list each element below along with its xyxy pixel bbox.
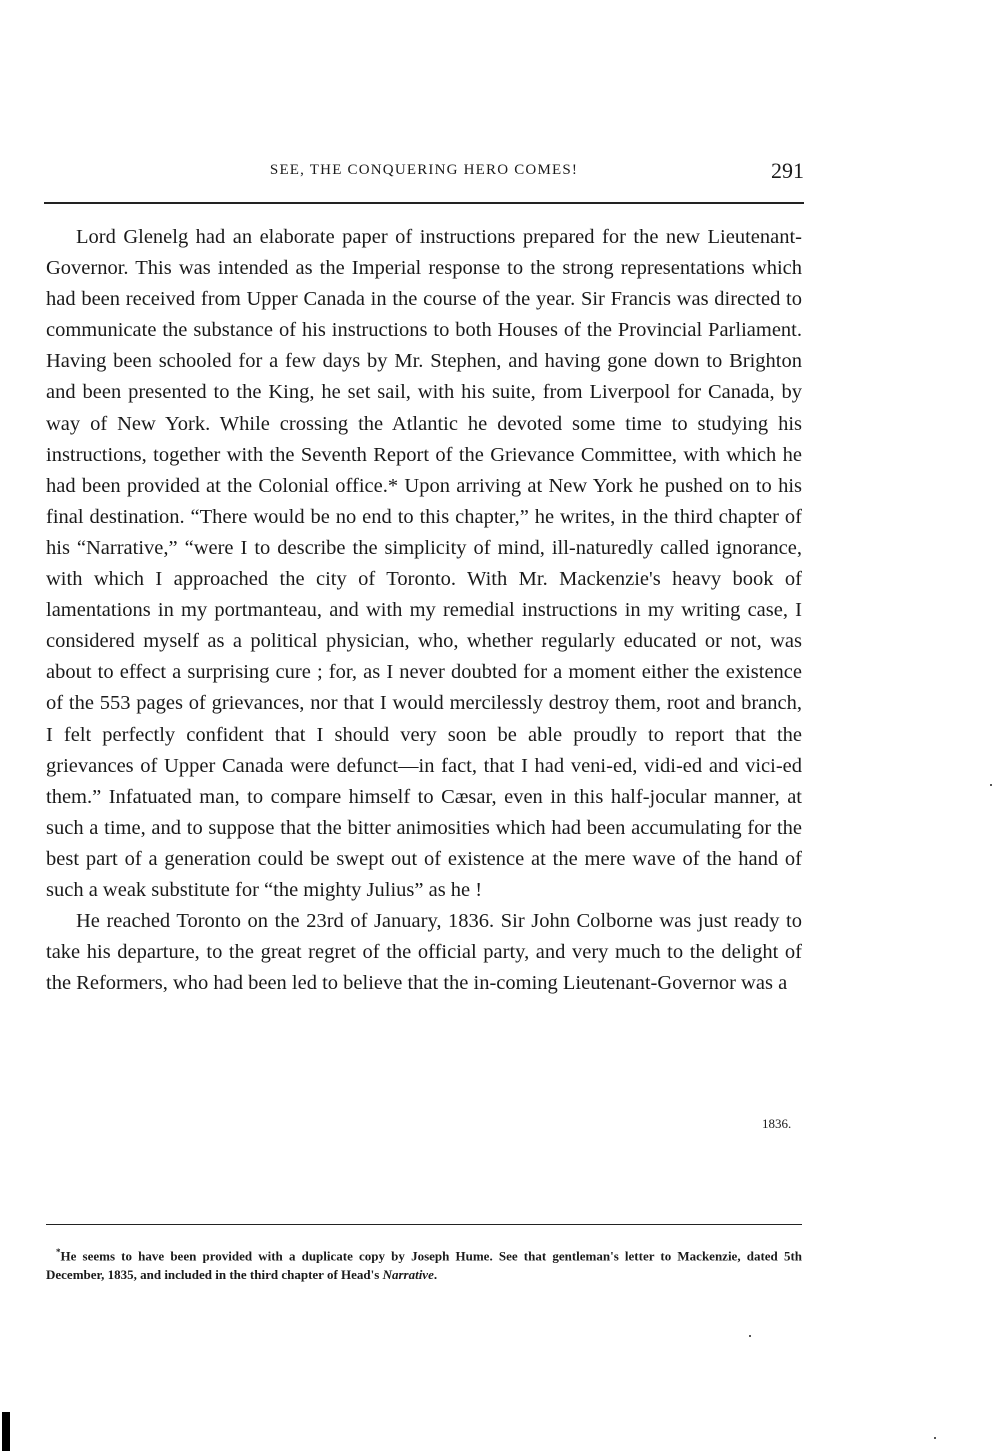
footnote-marker: * (56, 1247, 61, 1257)
footnote-italic-title: Narrative (382, 1267, 434, 1283)
body-text (46, 222, 802, 999)
scan-speck (990, 784, 992, 786)
paragraph: Lord Glenelg had an elaborate paper of instructions prepared for the new Lieutenant-Governor. This was intended as the Imperial response to the strong representations which had been received from Upper Canada in the course of the year. Sir Francis was directed to communicate the substance of his instructions to both Houses of the Provincial Parliament. Having been schooled for a few days by Mr. Stephen, and having gone down to Brighton and been presented to the King, he set sail, with his suite, from Liverpool for Canada, by way of New York. While crossing the Atlantic he devoted some time to studying his instructions, together with the Seventh Report of the Grievance Committee, with which he had been provided at the Colonial office.* Upon arriving at New York he pushed on to his final destination. “There would be no end to this chapter,” he writes, in the third chapter of his “Narrative,” “were I to describe the simplicity of mind, ill-naturedly called ignorance, with which I approached the city of Toronto. With Mr. Mackenzie's heavy book of lamentations in my portmanteau, and with my remedial instructions in my writing case, I considered myself as a political physician, who, whether regularly educated or not, was about to effect a surprising cure ; for, as I never doubted for a moment either the existence of the 553 pages of grievances, nor that I would mercilessly destroy them, root and branch, I felt perfectly confident that I should very soon be able proudly to report that the grievances of Upper Canada were defunct—in fact, that I had veni-ed, vidi-ed and vici-ed them.” Infatuated man, to compare himself to Cæsar, even in this half-jocular manner, at such a time, and to suppose that the bitter animosities which had been accumulating for the best part of a generation could be swept out of existence at the mere wave of the hand of such a weak substitute for “the mighty Julius” as he ! (46, 226, 802, 901)
running-head (44, 158, 804, 184)
footnote (46, 1243, 802, 1284)
page-number: 291 (771, 158, 804, 183)
paragraph: He reached Toronto on the 23rd of January, 1836. Sir John Colborne was just ready to take his departure, to the great regret of the official party, and very much to the delight of the Reformers, who had been led to believe that the in-coming Lieutenant-Governor was a (46, 910, 802, 995)
margin-note-year: 1836. (762, 1116, 792, 1131)
scan-speck (749, 1335, 751, 1337)
running-title: SEE, THE CONQUERING HERO COMES! (269, 162, 579, 178)
footnote-text: He seems to have been provided with a duplicate copy by Joseph Hume. See that gentleman's letter to Mackenzie, dated 5th December, 1835, and included in the third chapter of Head's (46, 1248, 802, 1283)
scan-edge-mark (2, 1412, 10, 1451)
footnote-end: . (433, 1267, 438, 1283)
header-rule (44, 202, 804, 204)
scan-speck (934, 1437, 936, 1439)
footnote-rule (46, 1224, 802, 1225)
